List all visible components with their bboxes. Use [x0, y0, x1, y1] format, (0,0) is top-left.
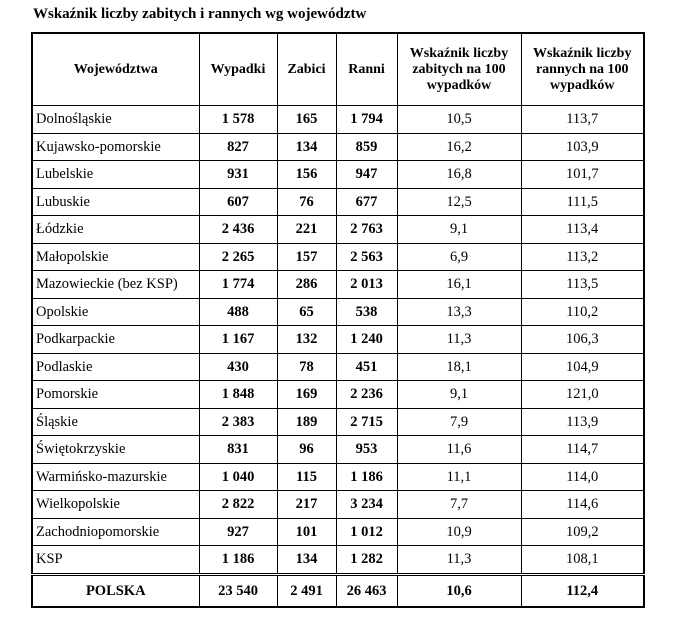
cell-injured: 1 282 [336, 546, 397, 575]
cell-accidents: 1 578 [199, 106, 277, 134]
cell-voivodeship: Małopolskie [32, 243, 199, 271]
cell-killed-rate: 11,1 [397, 463, 521, 491]
total-cell-killed-rate: 10,6 [397, 574, 521, 607]
cell-voivodeship: KSP [32, 546, 199, 575]
total-cell-killed: 2 491 [277, 574, 336, 607]
table-header-row [32, 33, 644, 106]
cell-injured-rate: 121,0 [521, 381, 644, 409]
header-injured: Ranni [336, 33, 397, 106]
cell-voivodeship: Lubuskie [32, 188, 199, 216]
cell-accidents: 2 436 [199, 216, 277, 244]
cell-injured: 953 [336, 436, 397, 464]
cell-accidents: 831 [199, 436, 277, 464]
cell-killed: 115 [277, 463, 336, 491]
table-row [32, 546, 644, 575]
cell-killed-rate: 16,2 [397, 133, 521, 161]
cell-killed: 165 [277, 106, 336, 134]
header-killed-rate: Wskaźnik liczby zabitych na 100 wypadków [397, 33, 521, 106]
cell-injured-rate: 113,4 [521, 216, 644, 244]
cell-accidents: 2 265 [199, 243, 277, 271]
cell-injured: 947 [336, 161, 397, 189]
cell-injured-rate: 101,7 [521, 161, 644, 189]
cell-injured: 2 763 [336, 216, 397, 244]
cell-voivodeship: Dolnośląskie [32, 106, 199, 134]
cell-killed: 101 [277, 518, 336, 546]
cell-voivodeship: Opolskie [32, 298, 199, 326]
cell-injured-rate: 114,0 [521, 463, 644, 491]
cell-injured: 1 186 [336, 463, 397, 491]
cell-injured-rate: 113,9 [521, 408, 644, 436]
cell-killed-rate: 16,8 [397, 161, 521, 189]
cell-injured: 2 715 [336, 408, 397, 436]
cell-injured: 2 013 [336, 271, 397, 299]
cell-killed-rate: 16,1 [397, 271, 521, 299]
cell-killed: 217 [277, 491, 336, 519]
cell-injured: 1 012 [336, 518, 397, 546]
table-row [32, 133, 644, 161]
cell-killed-rate: 11,3 [397, 326, 521, 354]
table-row [32, 326, 644, 354]
cell-injured-rate: 110,2 [521, 298, 644, 326]
cell-killed: 76 [277, 188, 336, 216]
cell-accidents: 1 040 [199, 463, 277, 491]
cell-killed: 157 [277, 243, 336, 271]
cell-injured: 2 236 [336, 381, 397, 409]
cell-injured: 3 234 [336, 491, 397, 519]
cell-killed-rate: 10,9 [397, 518, 521, 546]
table-row [32, 161, 644, 189]
cell-voivodeship: Mazowieckie (bez KSP) [32, 271, 199, 299]
cell-injured-rate: 109,2 [521, 518, 644, 546]
cell-voivodeship: Łódzkie [32, 216, 199, 244]
table-row [32, 298, 644, 326]
cell-killed: 189 [277, 408, 336, 436]
table-row [32, 353, 644, 381]
header-killed: Zabici [277, 33, 336, 106]
cell-voivodeship: Śląskie [32, 408, 199, 436]
cell-voivodeship: Podkarpackie [32, 326, 199, 354]
cell-accidents: 2 383 [199, 408, 277, 436]
total-cell-injured: 26 463 [336, 574, 397, 607]
voivodeship-stats-table [31, 32, 645, 608]
cell-injured-rate: 103,9 [521, 133, 644, 161]
cell-injured: 2 563 [336, 243, 397, 271]
cell-killed-rate: 13,3 [397, 298, 521, 326]
cell-injured-rate: 113,2 [521, 243, 644, 271]
cell-killed-rate: 6,9 [397, 243, 521, 271]
cell-killed: 221 [277, 216, 336, 244]
cell-killed: 65 [277, 298, 336, 326]
cell-voivodeship: Pomorskie [32, 381, 199, 409]
cell-injured-rate: 106,3 [521, 326, 644, 354]
cell-killed: 78 [277, 353, 336, 381]
table-row [32, 243, 644, 271]
cell-injured-rate: 113,7 [521, 106, 644, 134]
cell-accidents: 430 [199, 353, 277, 381]
table-row [32, 518, 644, 546]
cell-injured-rate: 111,5 [521, 188, 644, 216]
cell-accidents: 607 [199, 188, 277, 216]
cell-killed: 132 [277, 326, 336, 354]
cell-killed: 96 [277, 436, 336, 464]
table-row [32, 216, 644, 244]
cell-killed-rate: 18,1 [397, 353, 521, 381]
table-row [32, 106, 644, 134]
cell-killed: 286 [277, 271, 336, 299]
cell-voivodeship: Kujawsko-pomorskie [32, 133, 199, 161]
header-accidents: Wypadki [199, 33, 277, 106]
cell-injured: 538 [336, 298, 397, 326]
table-row [32, 408, 644, 436]
cell-accidents: 1 186 [199, 546, 277, 575]
cell-killed: 169 [277, 381, 336, 409]
total-row [32, 574, 644, 607]
cell-accidents: 827 [199, 133, 277, 161]
total-cell-voivodeship: POLSKA [32, 574, 199, 607]
cell-injured: 451 [336, 353, 397, 381]
cell-killed-rate: 12,5 [397, 188, 521, 216]
cell-killed: 134 [277, 133, 336, 161]
cell-killed-rate: 9,1 [397, 216, 521, 244]
table-row [32, 436, 644, 464]
cell-accidents: 2 822 [199, 491, 277, 519]
cell-accidents: 931 [199, 161, 277, 189]
cell-killed-rate: 7,9 [397, 408, 521, 436]
cell-killed-rate: 10,5 [397, 106, 521, 134]
cell-killed: 134 [277, 546, 336, 575]
cell-voivodeship: Lubelskie [32, 161, 199, 189]
total-cell-injured-rate: 112,4 [521, 574, 644, 607]
cell-accidents: 1 848 [199, 381, 277, 409]
cell-injured: 1 240 [336, 326, 397, 354]
cell-accidents: 488 [199, 298, 277, 326]
cell-voivodeship: Wielkopolskie [32, 491, 199, 519]
total-cell-accidents: 23 540 [199, 574, 277, 607]
cell-killed: 156 [277, 161, 336, 189]
cell-voivodeship: Świętokrzyskie [32, 436, 199, 464]
cell-injured-rate: 114,7 [521, 436, 644, 464]
table-row [32, 188, 644, 216]
page-title: Wskaźnik liczby zabitych i rannych wg województw [33, 6, 367, 22]
cell-injured-rate: 108,1 [521, 546, 644, 575]
cell-voivodeship: Warmińsko-mazurskie [32, 463, 199, 491]
cell-killed-rate: 9,1 [397, 381, 521, 409]
cell-accidents: 1 774 [199, 271, 277, 299]
table-row [32, 463, 644, 491]
cell-injured: 677 [336, 188, 397, 216]
table-row [32, 381, 644, 409]
cell-injured-rate: 114,6 [521, 491, 644, 519]
cell-injured: 1 794 [336, 106, 397, 134]
cell-killed-rate: 11,6 [397, 436, 521, 464]
cell-injured: 859 [336, 133, 397, 161]
cell-injured-rate: 104,9 [521, 353, 644, 381]
header-voivodeship: Województwa [32, 33, 199, 106]
table-row [32, 271, 644, 299]
header-injured-rate: Wskaźnik liczby rannych na 100 wypadków [521, 33, 644, 106]
cell-injured-rate: 113,5 [521, 271, 644, 299]
cell-killed-rate: 7,7 [397, 491, 521, 519]
cell-killed-rate: 11,3 [397, 546, 521, 575]
table-row [32, 491, 644, 519]
cell-accidents: 1 167 [199, 326, 277, 354]
cell-accidents: 927 [199, 518, 277, 546]
cell-voivodeship: Podlaskie [32, 353, 199, 381]
cell-voivodeship: Zachodniopomorskie [32, 518, 199, 546]
